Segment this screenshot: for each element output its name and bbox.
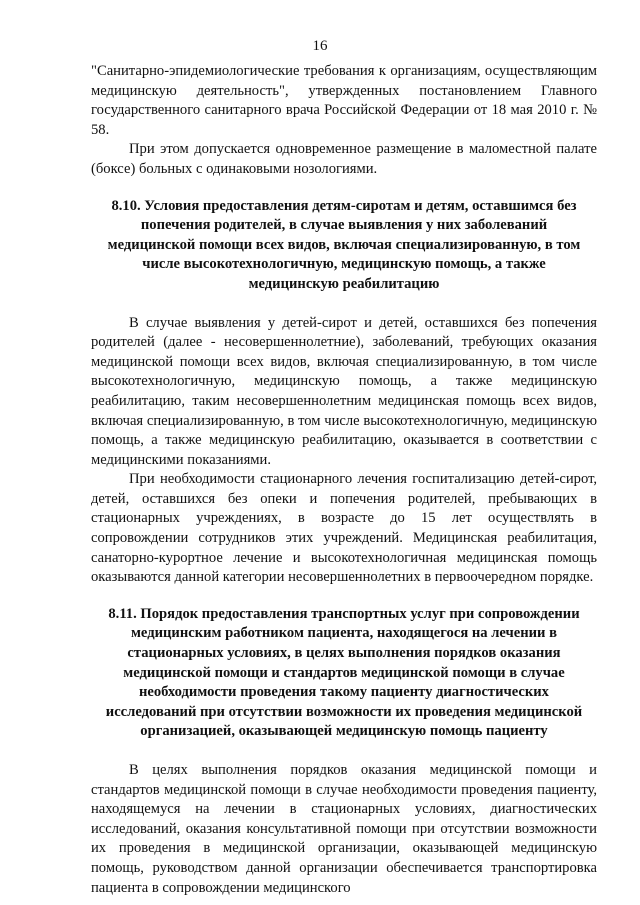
paragraph-regulation-reference: "Санитарно-эпидемиологические требования к организациям, осуществляющим медицинскую деятельность", утвержденных постановлением Главного государственного санитарного врача Российской Федерации от 18 мая 2010 г. № 58. — [91, 63, 597, 138]
paragraph-transport-services: В целях выполнения порядков оказания медицинской помощи и стандартов медицинской помощи в случае необходимости проведения пациенту, находящемуся на лечении в стационарных условиях, диагностических исследований, оказания консультативной помощи при отсутствии возможности их проведения в медицинской организации, оказывающей медицинскую помощь, руководством данной организации обеспечивается транспортировка пациента в сопровождении медицинского — [91, 762, 597, 896]
section-heading-8-10: 8.10. Условия предоставления детям-сиротам и детям, оставшимся без попечения родителей, в случае выявления у них заболеваний медицинской помощи всех видов, включая специализированную, в том числе высокотехнологичную, медицинскую помощь, а также медицинскую реабилитацию — [107, 197, 581, 292]
paragraph-orphans-care: В случае выявления у детей-сирот и детей, оставшихся без попечения родителей (далее - несовершеннолетние), заболеваний, требующих оказания медицинской помощи всех видов, включая специализированную, в том числе высокотехнологичную, медицинскую помощь, а также медицинскую реабилитацию, таким несовершеннолетним медицинская помощь всех видов, включая специализированную, в том числе высокотехнологичную, медицинскую помощь, а также медицинскую реабилитацию, оказывается в соответствии с медицинскими показаниями. — [91, 314, 597, 468]
page-number: 16 — [312, 38, 328, 54]
document-body — [91, 62, 597, 898]
section-heading-8-11: 8.11. Порядок предоставления транспортных услуг при сопровождении медицинским работником пациента, находящегося на лечении в стационарных условиях, в целях выполнения порядков оказания медицинской помощи и стандартов медицинской помощи в случае необходимости проведения такому пациенту диагностических исследований при отсутствии возможности их проведения медицинской организацией, оказывающей медицинскую помощь пациенту — [105, 605, 583, 740]
paragraph-ward-placement: При этом допускается одновременное размещение в маломестной палате (боксе) больных с одинаковыми нозологиями. — [91, 141, 597, 177]
paragraph-hospitalization: При необходимости стационарного лечения госпитализацию детей-сирот, детей, оставшихся без опеки и попечения родителей, пребывающих в стационарных учреждениях, в возрасте до 15 лет осуществлять в сопровождении сотрудников этих учреждений. Медицинская реабилитация, санаторно-курортное лечение и высокотехнологичная медицинская помощь оказываются данной категории несовершеннолетних в первоочередном порядке. — [91, 471, 597, 586]
